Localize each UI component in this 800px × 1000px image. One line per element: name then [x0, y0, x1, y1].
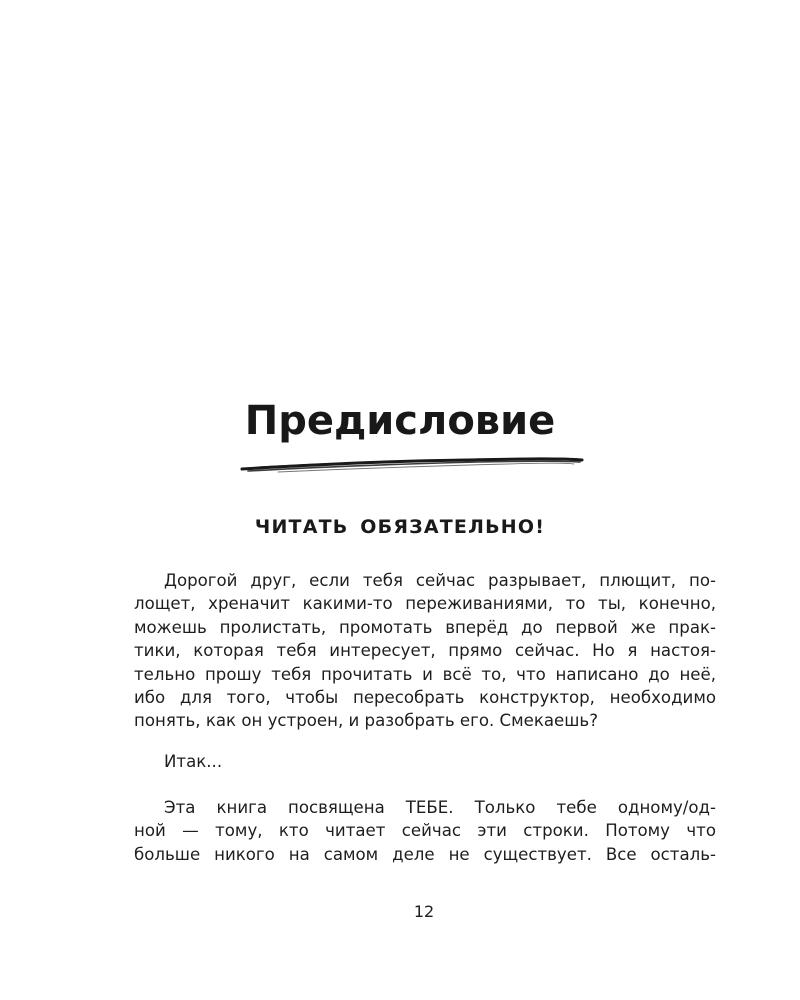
paragraph-line: Эта книга посвящена ТЕБЕ. Только тебе одному/од-	[164, 798, 716, 817]
section-heading: ЧИТАТЬ ОБЯЗАТЕЛЬНО!	[254, 516, 546, 538]
paragraph-line: Дорогой друг, если тебя сейчас разрывает, плющит, по-	[164, 571, 716, 590]
paragraph-line: понять, как он устроен, и разобрать его. Смекаешь?	[134, 711, 599, 731]
paragraph-line: можешь пролистать, промотать вперёд до первой же прак-	[134, 617, 716, 637]
brush-stroke-underline	[238, 452, 584, 476]
paragraph-1	[134, 569, 716, 733]
paragraph-line: ибо для того, чтобы пересобрать конструктор, необходимо	[134, 688, 716, 708]
paragraph-3	[134, 796, 716, 866]
paragraph-line: больше никого на самом деле не существует. Все осталь-	[134, 844, 716, 864]
paragraph-line: ной — тому, кто читает сейчас эти строки. Потому что	[134, 821, 716, 841]
chapter-title: Предисловие	[244, 398, 556, 444]
paragraph-2	[134, 750, 716, 773]
paragraph-line: Итак...	[164, 752, 223, 771]
paragraph-line: тельно прошу тебя прочитать и всё то, что написано до неё,	[134, 664, 716, 684]
page-number: 12	[413, 902, 435, 921]
paragraph-line: лощет, хреначит какими-то переживаниями, то ты, конечно,	[134, 594, 716, 614]
paragraph-line: тики, которая тебя интересует, прямо сейчас. Но я настоя-	[134, 641, 716, 661]
